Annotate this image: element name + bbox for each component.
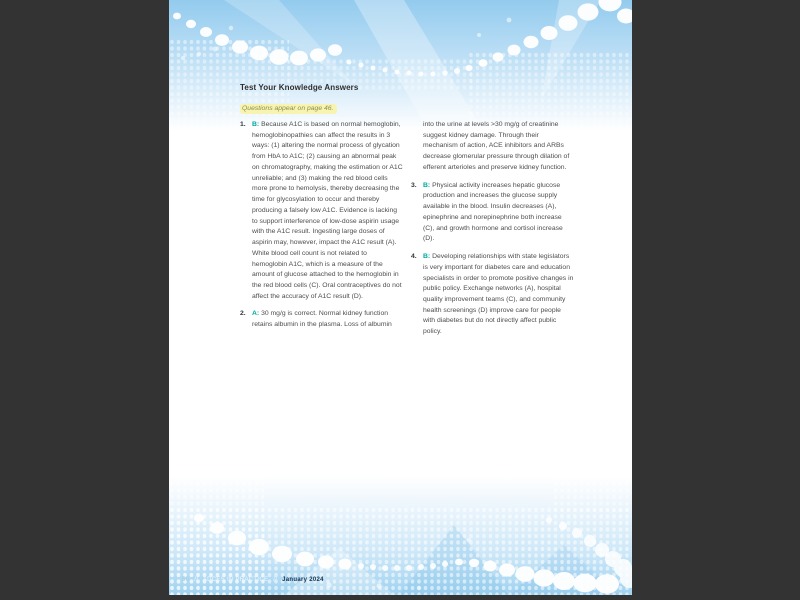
footer-separator: // [273, 577, 278, 583]
answer-letter: B: [423, 181, 431, 189]
answer-number: 3. [411, 181, 417, 189]
page-footer [182, 577, 324, 583]
answer-number: 1. [240, 121, 246, 128]
journal-page [169, 0, 632, 595]
questions-page-reference: Questions appear on page 46. [240, 104, 337, 115]
answers-column-left [240, 120, 403, 345]
answer-item [240, 309, 403, 330]
answer-letter: B: [423, 253, 431, 261]
answer-text: A: 30 mg/g is correct. Normal kidney function retains albumin in the plasma. Loss of albumin [252, 310, 392, 329]
answer-text: B: Physical activity increases hepatic glucose production and increases the glucose supply available in the blood. Insulin decreases (A), epinephrine and norepinephrine both increase (C), and growth hormone and cortisol increase (D). [423, 181, 563, 243]
answer-number: 2. [240, 310, 246, 318]
answer-item [411, 181, 574, 245]
answer-text: B: Because A1C is based on normal hemoglobin, hemoglobinopathies can affect the results in 3 ways: (1) altering the normal process of glycation from HbA to A1C; (2) causing an abnormal peak on chromatography, making the estimation or A1C unreliable; and (3) making the red blood cells more prone to hemolysis, thereby decreasing the time for glycosylation to occur and thereby producing a falsely low A1C. Evidence is lacking to support interference of low-dose aspirin usage with the A1C result. Ingesting large doses of aspirin may, however, impact the A1C result (A). White blood cell count is not related to hemoglobin A1C, which is a measure of the amount of glucose attached to the hemoglobin in the red blood cells (C). Oral contraceptives do not affect the accuracy of A1C result (D). [252, 121, 403, 300]
answer-letter: B: [252, 121, 260, 128]
journal-name: ADCES IN PRACTICE [202, 577, 269, 583]
page-number: 50 [182, 577, 190, 583]
section-heading: Test Your Knowledge Answers [240, 83, 359, 92]
answer-item [240, 120, 403, 302]
answer-text: B: Developing relationships with state legislators is very important for diabetes care and education specialists in order to promote positive changes in public policy. Exchange networks (A), hospital quality improvement teams (C), and community health screenings (D) improve care for people with diabetes but do not directly affect public policy. [423, 253, 574, 336]
answers-section [240, 83, 574, 345]
answer-number: 4. [411, 253, 417, 261]
answers-column-right [411, 120, 574, 345]
answer-letter: A: [252, 310, 260, 318]
answers-columns [240, 120, 574, 345]
issue-date: January 2024 [282, 577, 324, 583]
footer-separator: // [194, 577, 199, 583]
answer-continuation-text: into the urine at levels >30 mg/g of creatinine suggest kidney damage. Through their mechanism of action, ACE inhibitors and ARBs decrease glomerular pressure through dilation of efferent arterioles and preserve kidney function. [423, 121, 570, 171]
answer-item [411, 252, 574, 338]
